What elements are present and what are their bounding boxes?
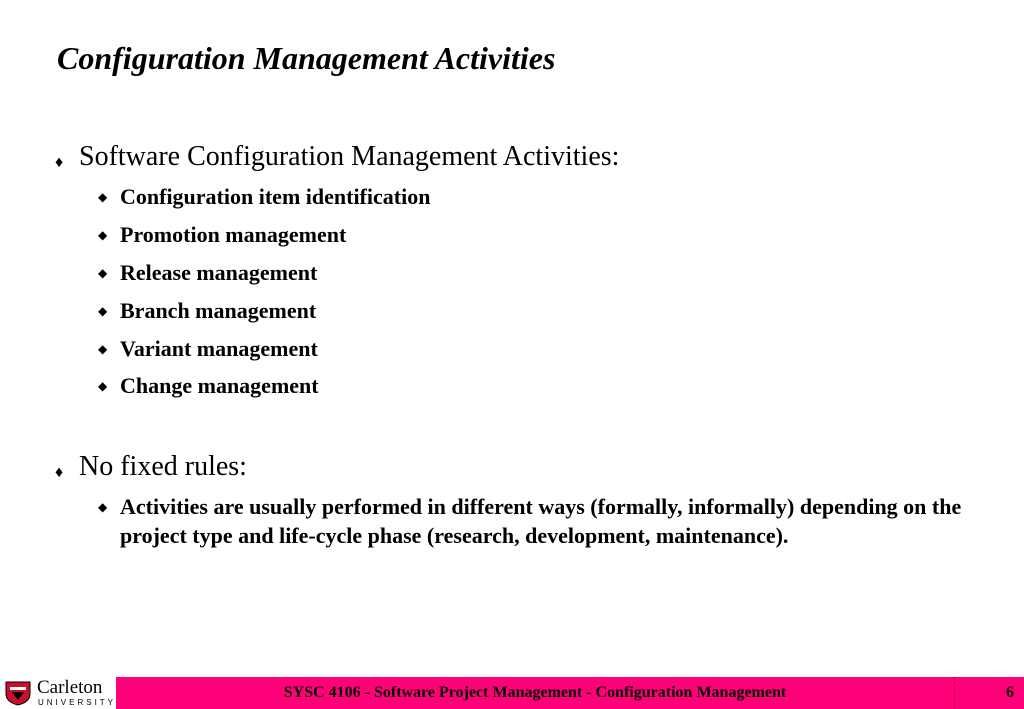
slide-title: Configuration Management Activities [57, 40, 556, 76]
diamond-bullet-icon: ◆ [98, 500, 108, 514]
section-heading [55, 450, 247, 490]
diamond-bullet-icon: ◆ [98, 228, 108, 242]
list-item [98, 334, 978, 364]
list-item [98, 492, 978, 550]
list-item [98, 296, 978, 326]
slide-footer [0, 677, 1024, 709]
list-item-text: Configuration item identification [120, 184, 431, 209]
list-item [98, 220, 978, 250]
logo-name: Carleton [37, 677, 103, 698]
diamond-bullet-icon: ◆ [98, 342, 108, 356]
diamond-bullet-icon: ♦ [55, 464, 64, 481]
list-item [98, 371, 978, 401]
list-item [98, 258, 978, 288]
list-item-text: Variant management [120, 336, 318, 361]
logo-subtitle: UNIVERSITY [38, 698, 117, 707]
section-heading-text: Software Configuration Management Activities: [79, 141, 620, 172]
course-title: SYSC 4106 - Software Project Management - Configuration Management [283, 684, 787, 701]
diamond-bullet-icon: ◆ [98, 266, 108, 280]
diamond-bullet-icon: ◆ [98, 304, 108, 318]
list-item-text: Activities are usually performed in different ways (formally, informally) depending on the project type and life-cycle phase (research, development, maintenance). [120, 494, 962, 548]
footer-divider [954, 677, 955, 709]
diamond-bullet-icon: ◆ [98, 190, 108, 204]
crest-icon [4, 680, 32, 706]
university-logo [0, 677, 116, 709]
list-item-text: Promotion management [120, 222, 347, 247]
section-heading-text: No fixed rules: [79, 451, 247, 482]
list-item-text: Release management [120, 260, 318, 285]
diamond-bullet-icon: ♦ [55, 154, 64, 171]
section-heading [55, 140, 619, 180]
list-item-text: Change management [120, 373, 319, 398]
diamond-bullet-icon: ◆ [98, 379, 108, 393]
list-item-text: Branch management [120, 298, 317, 323]
page-number: 6 [1006, 684, 1014, 701]
list-item [98, 182, 978, 212]
footer-bar [116, 677, 1024, 709]
